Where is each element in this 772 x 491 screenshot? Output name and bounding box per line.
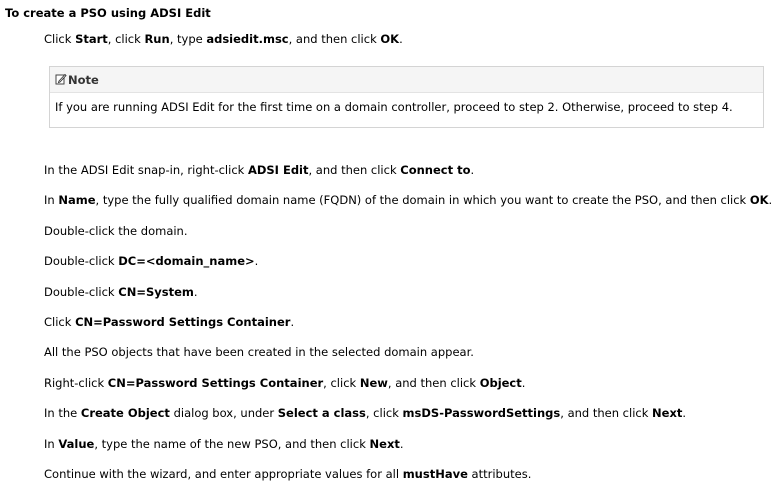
step-text-run: .: [399, 32, 403, 46]
ui-term: Next: [652, 406, 683, 420]
step-text: [44, 405, 686, 421]
step-text-run: attributes.: [467, 467, 532, 481]
ui-term: Name: [58, 193, 96, 207]
step-text-run: , and then click: [308, 163, 401, 177]
ui-term: mustHave: [402, 467, 468, 481]
note-header: [50, 67, 763, 93]
step-text-run: Double-click: [44, 254, 119, 268]
note-label: Note: [68, 73, 99, 87]
step-text-run: Click: [44, 315, 76, 329]
note-box: [49, 66, 764, 128]
note-text: If you are running ADSI Edit for the first time on a domain controller, proceed to step 2. Otherwise, proceed to step 4.: [55, 100, 733, 114]
ui-term: Start: [75, 32, 108, 46]
ui-term: Run: [144, 32, 170, 46]
step-text-run: In: [44, 437, 59, 451]
ui-term: CN=System: [118, 285, 194, 299]
step-text: [44, 436, 404, 452]
step-text: [44, 466, 531, 482]
step-text-run: dialog box, under: [169, 406, 278, 420]
ui-term: CN=Password Settings Container: [75, 315, 291, 329]
step-7-followup: All the PSO objects that have been created in the selected domain appear.: [44, 345, 474, 359]
ui-term: Value: [58, 437, 95, 451]
ui-term: OK: [380, 32, 400, 46]
step-text-run: .: [682, 406, 687, 420]
ui-term: Select a class: [277, 406, 366, 420]
ui-term: msDS-PasswordSettings: [402, 406, 561, 420]
step-text-run: In the: [44, 406, 81, 420]
step-text-run: Double-click the domain.: [44, 224, 188, 238]
ui-term: New: [359, 376, 388, 390]
page-title: To create a PSO using ADSI Edit: [5, 6, 211, 20]
step-text-run: , click: [323, 376, 360, 390]
step-text-run: , and then click: [288, 32, 381, 46]
ui-term: OK: [749, 193, 769, 207]
ui-term: DC=<domain_name>: [118, 254, 255, 268]
ui-term: Create Object: [80, 406, 170, 420]
step-text: [44, 375, 525, 391]
step-text-run: , click: [365, 406, 403, 420]
note-icon: [55, 73, 67, 85]
step-text-run: .: [290, 315, 295, 329]
ui-term: CN=Password Settings Container: [107, 376, 324, 390]
step-text-run: .: [193, 285, 198, 299]
step-text-run: .: [254, 254, 259, 268]
step-text-run: .: [768, 193, 772, 207]
step-text: [44, 192, 772, 208]
step-text-run: In the ADSI Edit snap-in, right-click: [44, 163, 248, 177]
step-text-run: In: [44, 193, 59, 207]
step-text-run: , and then click: [560, 406, 653, 420]
step-text: [44, 162, 474, 178]
step-text-run: Right-click: [44, 376, 108, 390]
step-text-run: .: [470, 163, 475, 177]
step-text: [44, 314, 294, 330]
ui-term: adsiedit.msc: [206, 32, 289, 46]
step-text-run: , type the fully qualified domain name (FQDN) of the domain in which you want to create the PSO, and then click: [95, 193, 750, 207]
step-text: [44, 284, 198, 300]
step-text: [44, 223, 188, 239]
ui-term: Connect to: [400, 163, 471, 177]
step-text-run: , click: [107, 32, 145, 46]
step-text-run: Continue with the wizard, and enter appropriate values for all: [44, 467, 403, 481]
ui-term: Next: [369, 437, 400, 451]
step-text: [44, 31, 403, 47]
ui-term: Object: [479, 376, 522, 390]
step-text-run: .: [399, 437, 404, 451]
step-text-run: Click: [44, 32, 76, 46]
step-text-run: , type: [169, 32, 207, 46]
step-text-run: Double-click: [44, 285, 119, 299]
step-text-run: , type the name of the new PSO, and then click: [94, 437, 370, 451]
ui-term: ADSI Edit: [247, 163, 309, 177]
step-text-run: , and then click: [387, 376, 480, 390]
step-text: [44, 253, 258, 269]
step-text-run: .: [521, 376, 526, 390]
